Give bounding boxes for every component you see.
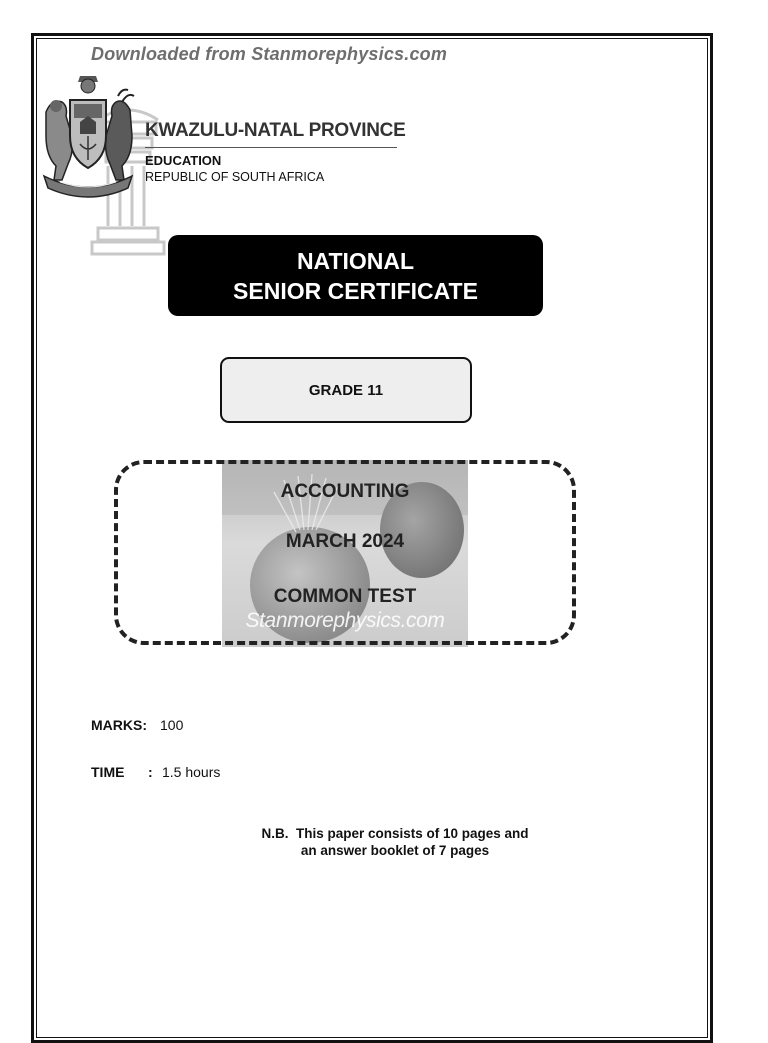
note-line-1: N.B. This paper consists of 10 pages and: [261, 826, 529, 841]
department-name: EDUCATION: [145, 153, 222, 168]
time-separator: :: [148, 764, 153, 780]
grade-box: [220, 357, 472, 423]
coat-of-arms-icon: [40, 72, 136, 202]
certificate-line-1: NATIONAL: [296, 247, 415, 274]
download-banner[interactable]: Downloaded from Stanmorephysics.com: [91, 44, 448, 64]
grade-label: GRADE 11: [308, 381, 384, 399]
time-value: 1.5 hours: [162, 764, 221, 780]
header-divider: [145, 147, 397, 148]
certificate-title-box: [168, 235, 543, 316]
time-label: TIME: [91, 764, 125, 780]
test-type: COMMON TEST: [273, 586, 417, 607]
subject-name: ACCOUNTING: [280, 481, 410, 502]
exam-date: MARCH 2024: [285, 531, 405, 552]
note-line-2: an answer booklet of 7 pages: [300, 843, 490, 858]
marks-value: 100: [160, 717, 184, 733]
marks-label: MARKS:: [91, 717, 147, 733]
watermark-text: Stanmorephysics.com: [245, 609, 445, 632]
note-block: [230, 825, 560, 859]
country-name: REPUBLIC OF SOUTH AFRICA: [145, 170, 325, 184]
certificate-line-2: SENIOR CERTIFICATE: [233, 277, 478, 304]
province-name: KWAZULU-NATAL PROVINCE: [145, 120, 406, 141]
